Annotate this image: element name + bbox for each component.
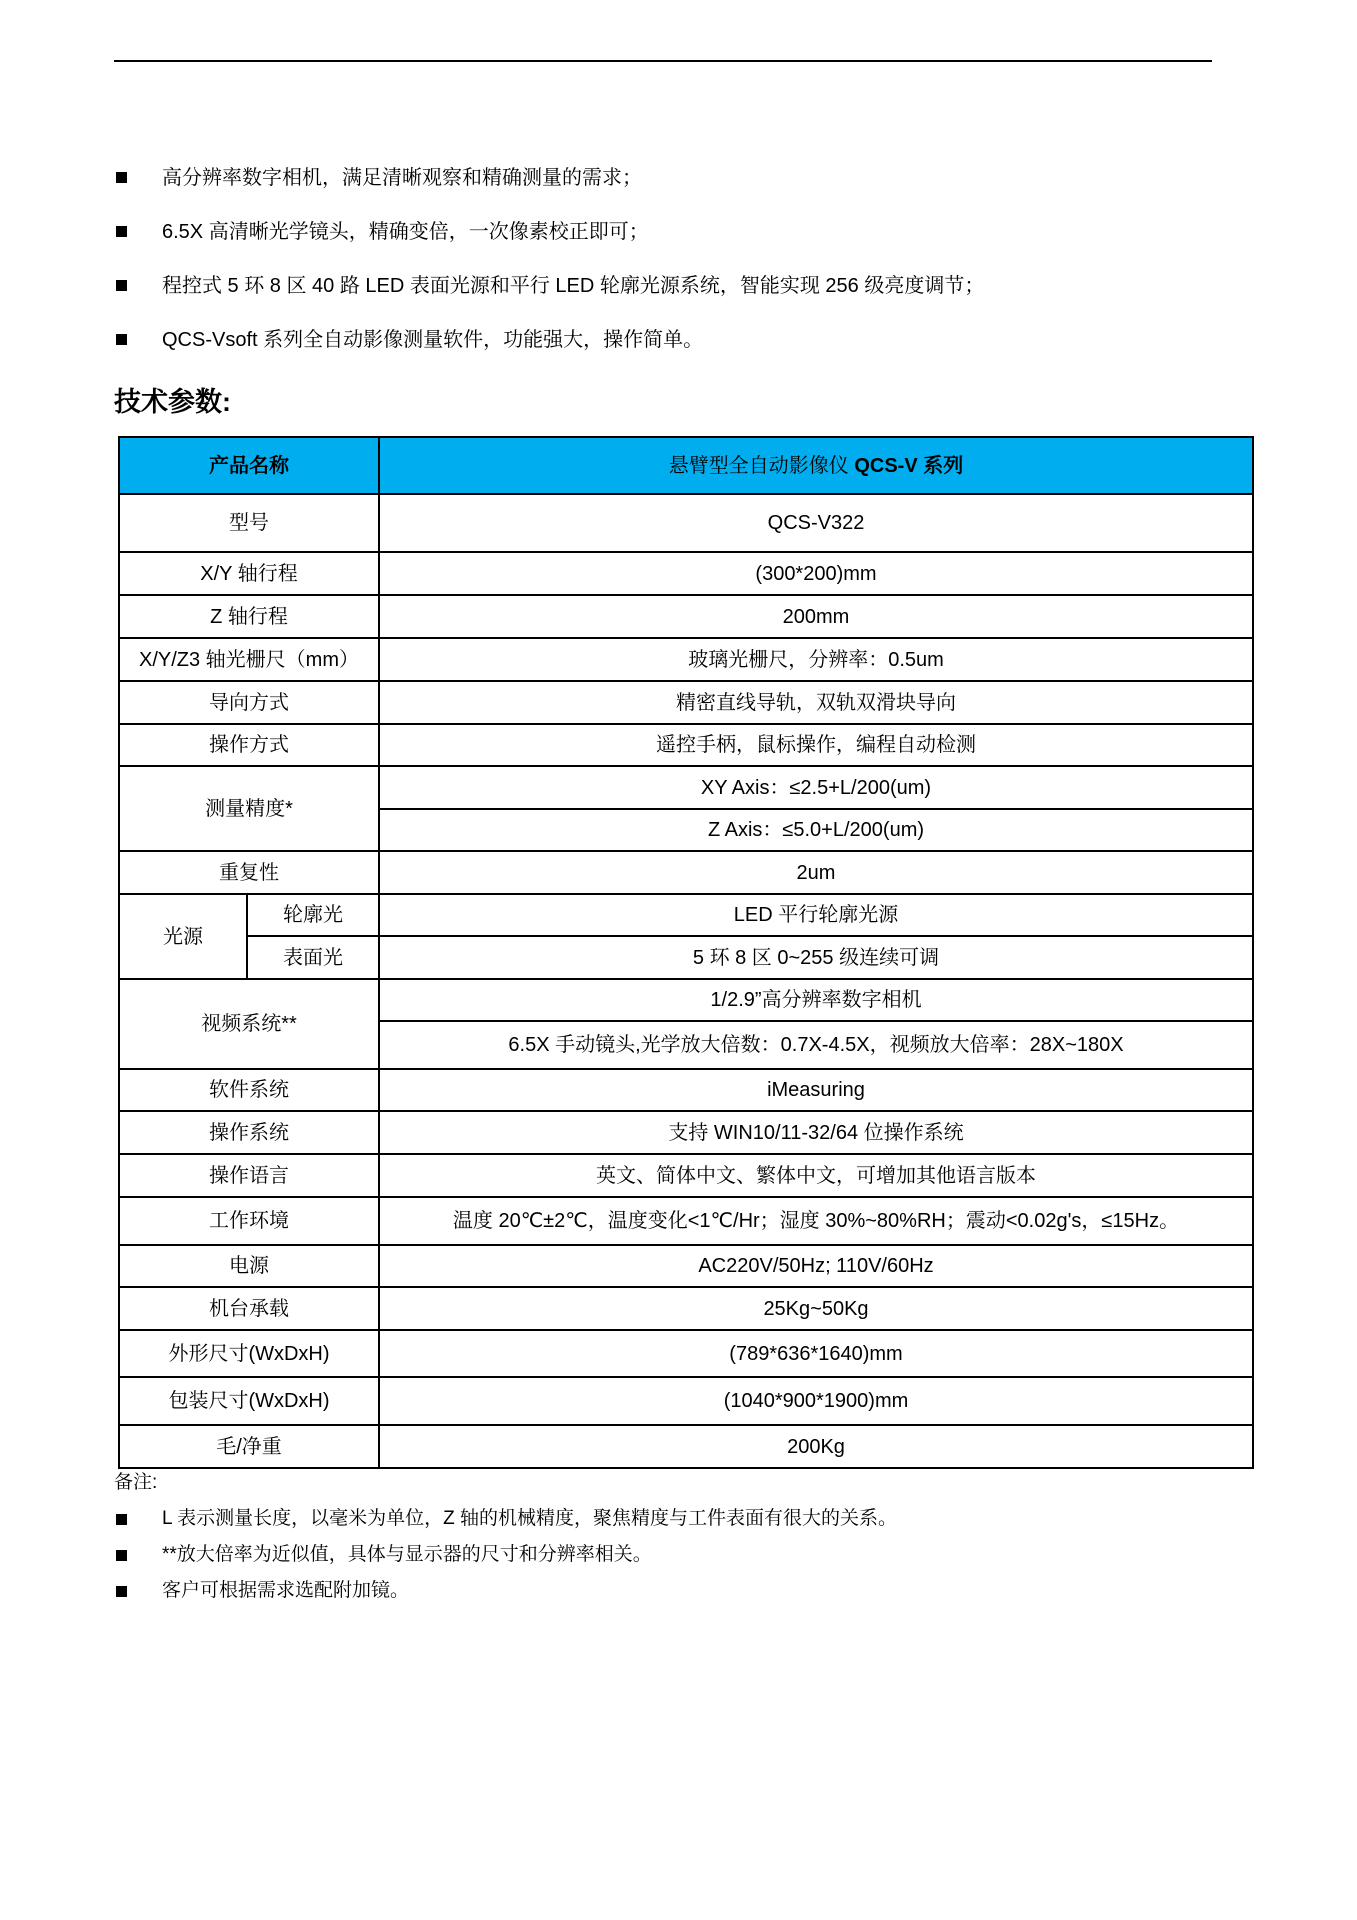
- feature-item: [116, 214, 1216, 268]
- header-value-prefix: 悬臂型全自动影像仪: [668, 454, 855, 477]
- row-label: 操作语言: [119, 1154, 379, 1197]
- table-row: [119, 595, 1253, 638]
- table-row: [119, 494, 1253, 552]
- row-label: 导向方式: [119, 681, 379, 724]
- header-label: 产品名称: [119, 437, 379, 494]
- header-value-series: QCS-V 系列: [854, 454, 964, 477]
- header-value: [379, 437, 1253, 494]
- feature-text: 程控式 5 环 8 区 40 路 LED 表面光源和平行 LED 轮廓光源系统，智能实现 256 级亮度调节；: [162, 275, 985, 297]
- header-rule: [114, 60, 1212, 62]
- row-label: X/Y/Z3 轴光栅尺（mm）: [119, 638, 379, 681]
- row-label: 光源: [119, 894, 247, 979]
- table-row: [119, 1425, 1253, 1468]
- spec-table: [118, 436, 1254, 1469]
- table-row: [119, 1287, 1253, 1330]
- bullet-square-icon: [116, 226, 127, 237]
- row-value: 25Kg~50Kg: [379, 1287, 1253, 1330]
- row-label: X/Y 轴行程: [119, 552, 379, 595]
- table-row: [119, 851, 1253, 894]
- table-row: [119, 1069, 1253, 1111]
- row-value: 200mm: [379, 595, 1253, 638]
- bullet-square-icon: [116, 1514, 127, 1525]
- bullet-square-icon: [116, 1550, 127, 1561]
- bullet-square-icon: [116, 280, 127, 291]
- table-row: [119, 638, 1253, 681]
- feature-text: 6.5X 高清晰光学镜头，精确变倍，一次像素校正即可；: [162, 221, 649, 243]
- notes-title: 备注:: [114, 1472, 158, 1493]
- row-value: 5 环 8 区 0~255 级连续可调: [379, 936, 1253, 979]
- row-value: (1040*900*1900)mm: [379, 1377, 1253, 1425]
- row-value: 精密直线导轨，双轨双滑块导向: [379, 681, 1253, 724]
- row-value: 支持 WIN10/11-32/64 位操作系统: [379, 1111, 1253, 1154]
- section-title: 技术参数:: [114, 387, 231, 417]
- row-label: 操作方式: [119, 724, 379, 766]
- table-row: [119, 1245, 1253, 1287]
- row-sublabel: 轮廓光: [247, 894, 379, 936]
- table-row: [119, 1154, 1253, 1197]
- note-item: [114, 1538, 1214, 1574]
- row-value: 玻璃光栅尺，分辨率：0.5um: [379, 638, 1253, 681]
- row-label: 型号: [119, 494, 379, 552]
- feature-item: [116, 160, 1216, 214]
- row-label: 毛/净重: [119, 1425, 379, 1468]
- row-value: (300*200)mm: [379, 552, 1253, 595]
- table-row: [119, 1330, 1253, 1377]
- table-header-row: [119, 437, 1253, 494]
- row-label: Z 轴行程: [119, 595, 379, 638]
- row-value: 2um: [379, 851, 1253, 894]
- row-sublabel: 表面光: [247, 936, 379, 979]
- table-row: [119, 1111, 1253, 1154]
- row-value: XY Axis：≤2.5+L/200(um): [379, 766, 1253, 809]
- feature-item: [116, 268, 1216, 322]
- row-label: 视频系统**: [119, 979, 379, 1069]
- row-value: LED 平行轮廓光源: [379, 894, 1253, 936]
- feature-text: QCS-Vsoft 系列全自动影像测量软件，功能强大，操作简单。: [162, 329, 704, 351]
- table-row: [119, 894, 1253, 936]
- row-label: 包装尺寸(WxDxH): [119, 1377, 379, 1425]
- row-value: (789*636*1640)mm: [379, 1330, 1253, 1377]
- feature-list: [116, 160, 1216, 376]
- row-value: 温度 20℃±2℃，温度变化<1℃/Hr；湿度 30%~80%RH；震动<0.02g's，≤15Hz。: [379, 1197, 1253, 1245]
- table-row: [119, 724, 1253, 766]
- row-value: AC220V/50Hz; 110V/60Hz: [379, 1245, 1253, 1287]
- note-item: [114, 1574, 1214, 1610]
- note-text: 客户可根据需求选配附加镜。: [162, 1580, 410, 1601]
- row-value: iMeasuring: [379, 1069, 1253, 1111]
- row-label: 工作环境: [119, 1197, 379, 1245]
- row-label: 电源: [119, 1245, 379, 1287]
- table-row: [119, 936, 1253, 979]
- bullet-square-icon: [116, 1586, 127, 1597]
- row-value: 英文、简体中文、繁体中文，可增加其他语言版本: [379, 1154, 1253, 1197]
- row-value: 1/2.9”高分辨率数字相机: [379, 979, 1253, 1021]
- row-label: 机台承载: [119, 1287, 379, 1330]
- note-text: **放大倍率为近似值，具体与显示器的尺寸和分辨率相关。: [162, 1544, 652, 1565]
- feature-text: 高分辨率数字相机，满足清晰观察和精确测量的需求；: [162, 167, 642, 189]
- table-row: [119, 681, 1253, 724]
- table-row: [119, 979, 1253, 1021]
- row-label: 软件系统: [119, 1069, 379, 1111]
- bullet-square-icon: [116, 334, 127, 345]
- row-label: 重复性: [119, 851, 379, 894]
- note-text: L 表示测量长度，以毫米为单位，Z 轴的机械精度，聚焦精度与工件表面有很大的关系。: [162, 1508, 898, 1529]
- row-label: 外形尺寸(WxDxH): [119, 1330, 379, 1377]
- table-row: [119, 552, 1253, 595]
- feature-item: [116, 322, 1216, 376]
- row-value: 200Kg: [379, 1425, 1253, 1468]
- row-value: 6.5X 手动镜头,光学放大倍数：0.7X-4.5X，视频放大倍率：28X~180X: [379, 1021, 1253, 1069]
- table-row: [119, 1377, 1253, 1425]
- note-item: [114, 1502, 1214, 1538]
- table-row: [119, 766, 1253, 809]
- row-value: 遥控手柄，鼠标操作，编程自动检测: [379, 724, 1253, 766]
- row-label: 测量精度*: [119, 766, 379, 851]
- notes-section: [114, 1468, 1214, 1610]
- bullet-square-icon: [116, 172, 127, 183]
- row-value: QCS-V322: [379, 494, 1253, 552]
- row-label: 操作系统: [119, 1111, 379, 1154]
- row-value: Z Axis：≤5.0+L/200(um): [379, 809, 1253, 851]
- table-row: [119, 1197, 1253, 1245]
